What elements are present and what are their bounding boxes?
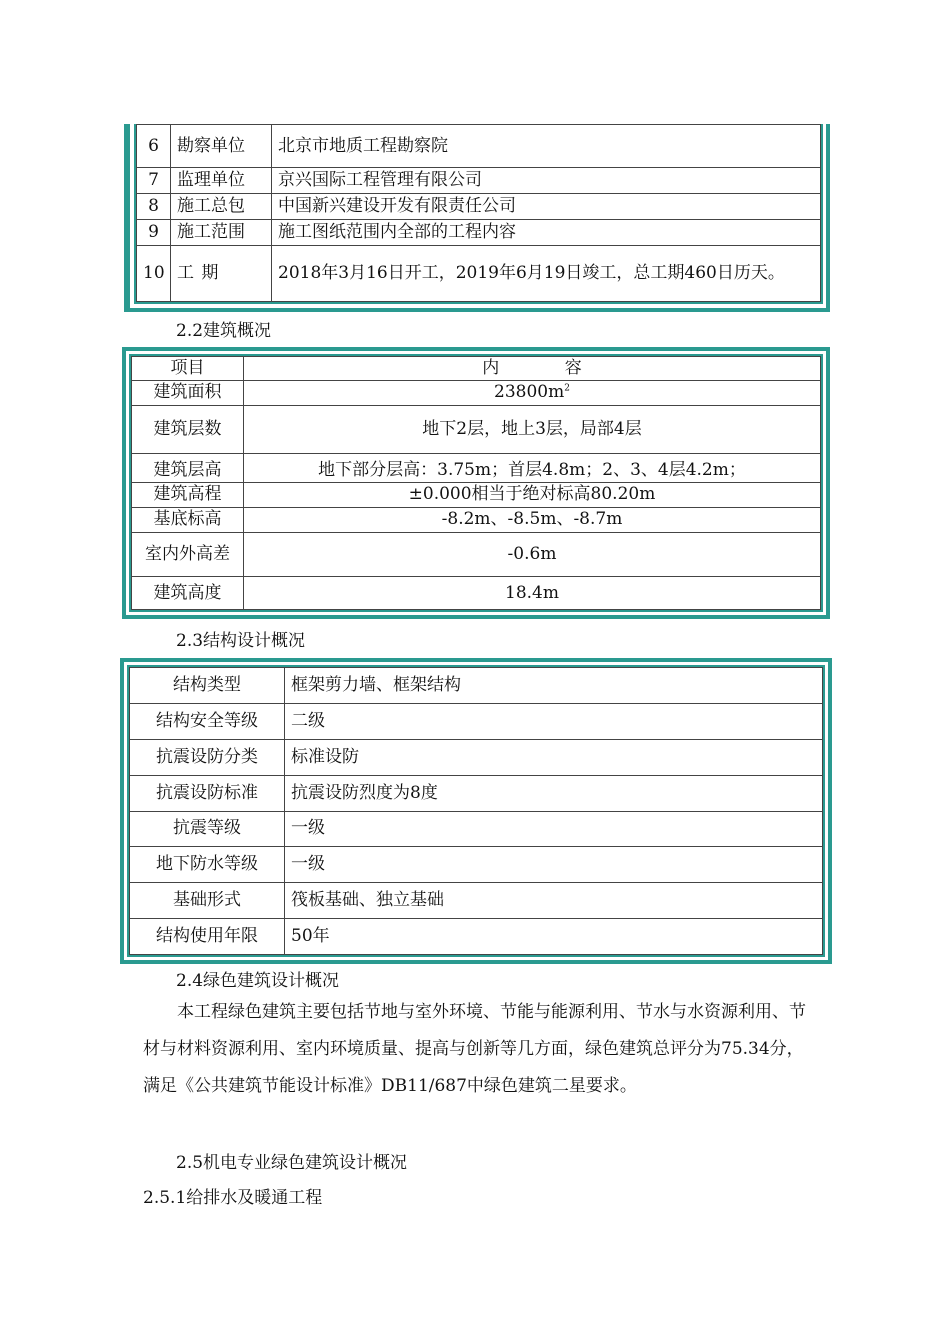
row-value: 50年: [285, 919, 823, 955]
table-row: [137, 168, 821, 194]
row-value: ±0.000相当于绝对标高80.20m: [244, 482, 821, 507]
section-heading-2-5: 2.5机电专业绿色建筑设计概况: [176, 1153, 408, 1173]
table-row: [132, 405, 821, 453]
table-row: [132, 507, 821, 532]
row-value: 框架剪力墙、框架结构: [285, 668, 823, 704]
row-value: 18.4m: [244, 576, 821, 609]
table-row: [130, 847, 823, 883]
table-row: [137, 246, 821, 302]
row-item: 建筑高度: [132, 576, 244, 609]
table-row: [137, 194, 821, 220]
table-row: [130, 775, 823, 811]
header-item: 项目: [132, 357, 244, 381]
row-value: 地下部分层高：3.75m；首层4.8m；2、3、4层4.2m；: [244, 453, 821, 482]
row-item: 基底标高: [132, 507, 244, 532]
row-item: 结构使用年限: [130, 919, 285, 955]
row-value: 京兴国际工程管理有限公司: [272, 168, 821, 194]
table3: [129, 667, 823, 955]
table-row: [132, 453, 821, 482]
table-row: [130, 811, 823, 847]
row-value: -8.2m、-8.5m、-8.7m: [244, 507, 821, 532]
section-heading-2-3: 2.3结构设计概况: [176, 631, 306, 651]
table-row: [137, 220, 821, 246]
header-content: 内 容: [244, 357, 821, 381]
row-number: 10: [137, 246, 171, 302]
row-value: 抗震设防烈度为8度: [285, 775, 823, 811]
row-item: 建筑面积: [132, 380, 244, 405]
row-number: 6: [137, 125, 171, 168]
row-item: 抗震设防分类: [130, 739, 285, 775]
row-value: 一级: [285, 847, 823, 883]
row-item: 施工总包: [171, 194, 272, 220]
row-item: 结构安全等级: [130, 703, 285, 739]
row-item: 建筑高程: [132, 482, 244, 507]
row-item: 勘察单位: [171, 125, 272, 168]
row-item: 结构类型: [130, 668, 285, 704]
row-value: 北京市地质工程勘察院: [272, 125, 821, 168]
table-row: [130, 668, 823, 704]
table1-frame: [124, 124, 830, 312]
row-number: 9: [137, 220, 171, 246]
row-item: 地下防水等级: [130, 847, 285, 883]
table2: [131, 356, 821, 610]
row-item: 建筑层高: [132, 453, 244, 482]
row-item: 基础形式: [130, 883, 285, 919]
row-item: 建筑层数: [132, 405, 244, 453]
row-value: -0.6m: [244, 532, 821, 576]
section-heading-2-2: 2.2建筑概况: [176, 321, 272, 341]
row-value: 中国新兴建设开发有限责任公司: [272, 194, 821, 220]
section-heading-2-5-1: 2.5.1给排水及暖通工程: [143, 1188, 323, 1208]
table1: [136, 124, 821, 302]
row-value: 地下2层，地上3层，局部4层: [244, 405, 821, 453]
paragraph-text: 本工程绿色建筑主要包括节地与室外环境、节能与能源利用、节水与水资源利用、节材与材料资源利用、室内环境质量、提高与创新等几方面，绿色建筑总评分为75.34分，满足《公共建筑节能设计标准》DB11/687中绿色建筑二星要求。: [143, 1002, 806, 1096]
table-row: [132, 532, 821, 576]
row-value: 二级: [285, 703, 823, 739]
area-unit-superscript: 2: [564, 383, 570, 394]
row-item: 室内外高差: [132, 532, 244, 576]
row-number: 7: [137, 168, 171, 194]
row-value: 施工图纸范围内全部的工程内容: [272, 220, 821, 246]
row-item: 抗震等级: [130, 811, 285, 847]
row-value: 标准设防: [285, 739, 823, 775]
row-item: 工 期: [171, 246, 272, 302]
row-item: 施工范围: [171, 220, 272, 246]
table-header-row: [132, 357, 821, 381]
row-item: 监理单位: [171, 168, 272, 194]
table-row: [130, 703, 823, 739]
row-value: [244, 380, 821, 405]
area-value: 23800m: [494, 382, 565, 403]
table-row: [132, 576, 821, 609]
row-value: 筏板基础、独立基础: [285, 883, 823, 919]
section-heading-2-4: 2.4绿色建筑设计概况: [176, 971, 340, 991]
paragraph-2-4: [143, 994, 815, 1105]
table3-frame: [120, 658, 832, 964]
row-value: 2018年3月16日开工，2019年6月19日竣工，总工期460日历天。: [272, 246, 821, 302]
row-value: 一级: [285, 811, 823, 847]
table-row: [137, 125, 821, 168]
table-row: [132, 380, 821, 405]
row-item: 抗震设防标准: [130, 775, 285, 811]
table-row: [132, 482, 821, 507]
table-row: [130, 739, 823, 775]
table-row: [130, 919, 823, 955]
table2-frame: [122, 347, 830, 619]
table-row: [130, 883, 823, 919]
row-number: 8: [137, 194, 171, 220]
